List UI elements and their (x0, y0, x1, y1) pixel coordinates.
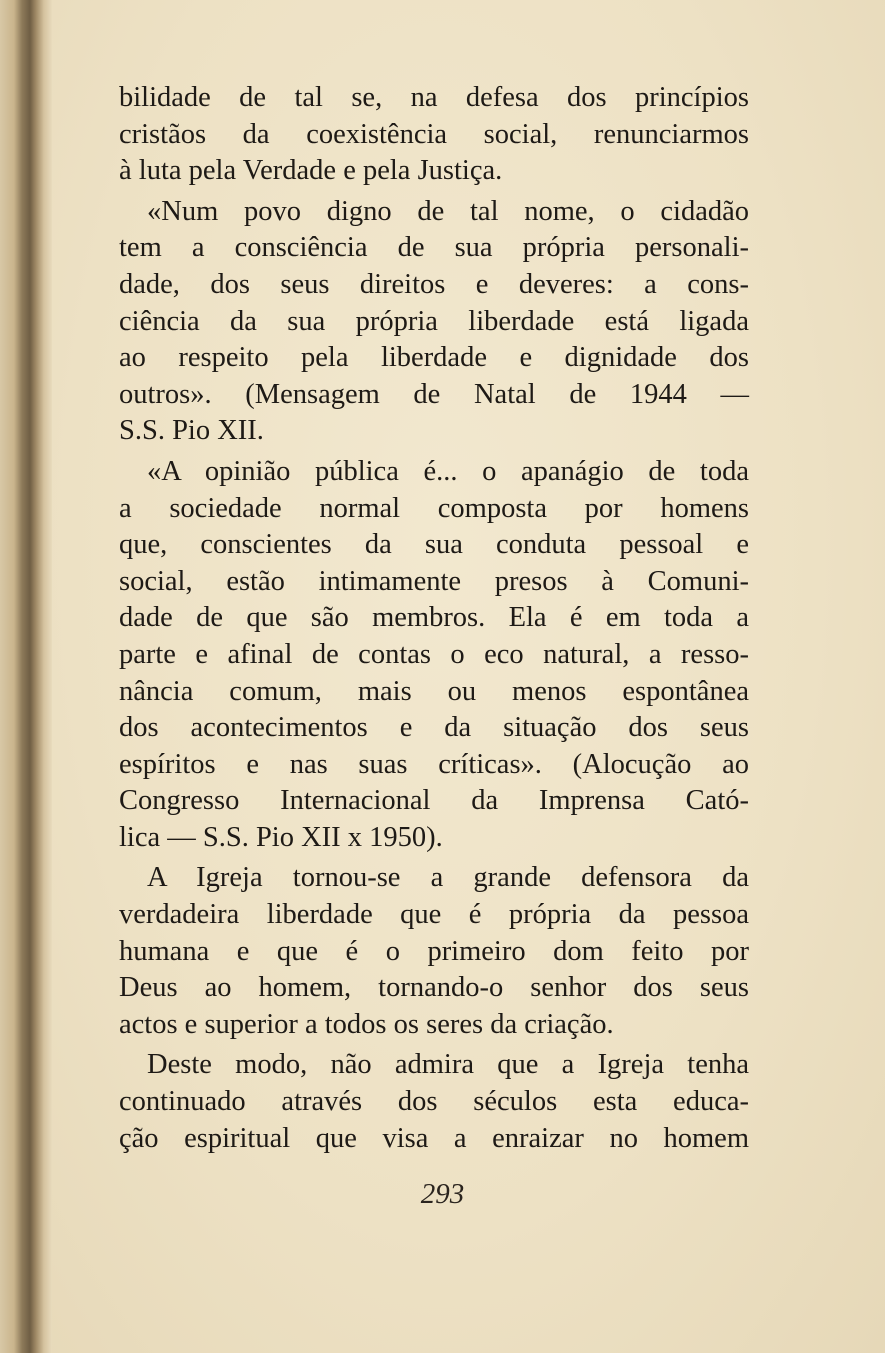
text-line: Congresso Internacional da Imprensa Cató- (119, 785, 749, 817)
text-line: social, estão intimamente presos à Comuni- (119, 565, 749, 597)
text-line: outros». (Mensagem de Natal de 1944 — (119, 378, 749, 410)
text-line: espíritos e nas suas críticas». (Alocução ao (119, 748, 749, 780)
text-line: tem a consciência de sua própria personali- (119, 232, 749, 264)
text-line: S.S. Pio XII. (119, 415, 264, 447)
text-line: humana e que é o primeiro dom feito por (119, 935, 749, 967)
text-line: lica — S.S. Pio XII x 1950). (119, 821, 443, 853)
text-line: bilidade de tal se, na defesa dos princípios (119, 82, 749, 113)
text-line: Deste modo, não admira que a Igreja tenha (147, 1049, 749, 1081)
text-line: actos e superior a todos os seres da criação. (119, 1008, 614, 1040)
text-line: continuado através dos séculos esta educa- (119, 1086, 749, 1118)
body-text (119, 80, 749, 1157)
text-line: A Igreja tornou-se a grande defensora da (147, 862, 749, 894)
text-line: a sociedade normal composta por homens (119, 492, 749, 524)
text-line: dade, dos seus direitos e deveres: a cons- (119, 268, 749, 300)
book-binding-edge (0, 0, 52, 1353)
text-line: «Num povo digno de tal nome, o cidadão (147, 195, 749, 227)
text-line: nância comum, mais ou menos espontânea (119, 675, 749, 707)
text-line: «A opinião pública é... o apanágio de toda (147, 455, 749, 487)
text-line: ao respeito pela liberdade e dignidade dos (119, 342, 749, 374)
text-line: dade de que são membros. Ela é em toda a (119, 602, 749, 634)
text-line: que, conscientes da sua conduta pessoal e (119, 529, 749, 561)
page-number: 293 (420, 1178, 465, 1210)
text-line: ção espiritual que visa a enraizar no homem (119, 1122, 749, 1154)
text-line: à luta pela Verdade e pela Justiça. (119, 155, 503, 187)
text-line: cristãos da coexistência social, renunciarmos (119, 118, 749, 150)
text-line: parte e afinal de contas o eco natural, a resso- (119, 638, 749, 670)
text-line: verdadeira liberdade que é própria da pessoa (119, 899, 749, 931)
text-line: ciência da sua própria liberdade está ligada (119, 305, 749, 337)
text-line: Deus ao homem, tornando-o senhor dos seus (119, 972, 749, 1004)
text-line: dos acontecimentos e da situação dos seus (119, 712, 749, 744)
